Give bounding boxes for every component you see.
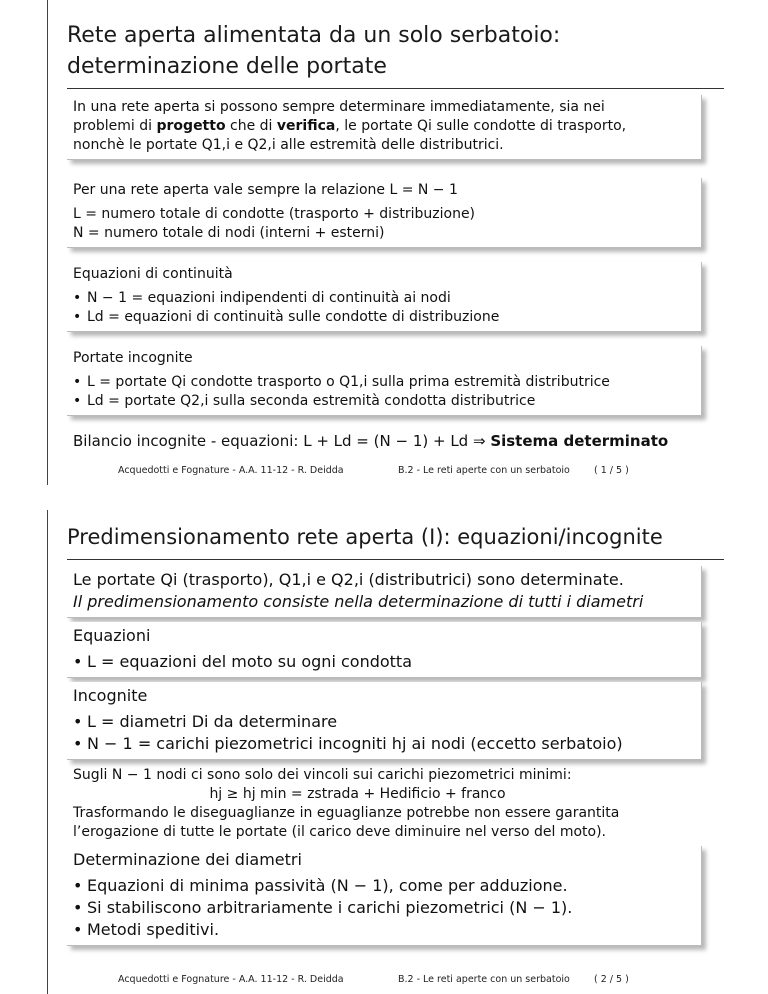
bullet-item [73,308,695,327]
bullet-text: N − 1 = carichi piezometrici incogniti hj ai nodi (eccetto serbatoio) [87,734,623,753]
paragraph-line: Per una rete aperta vale sempre la relazione L = N − 1 [73,182,458,198]
box-heading: Determinazione dei diametri [73,850,302,869]
text-box [67,566,702,618]
text-run: problemi di [73,118,157,134]
footer-left: Acquedotti e Fognature - A.A. 11-12 - R. Deidda [118,974,344,985]
bullet-item [73,711,695,733]
text-box [67,262,702,332]
paragraph-line: l’erogazione di tutte le portate (il carico deve diminuire nel verso del moto). [73,824,607,840]
bullet-icon: • [73,290,82,306]
box-heading: Incognite [73,686,148,705]
title-line: Rete aperta alimentata da un solo serbatoio: [67,23,561,48]
box-heading: Portate incognite [73,350,193,366]
paragraph-line: Sugli N − 1 nodi ci sono solo dei vincoli sui carichi piezometrici minimi: [73,767,572,783]
bullet-text: L = equazioni del moto su ogni condotta [87,652,412,671]
page-number: ( 1 / 5 ) [594,465,629,476]
paragraph-line: L = numero totale di condotte (trasporto + distribuzione) [73,206,476,222]
text-box [67,178,702,248]
footer-right: B.2 - Le reti aperte con un serbatoio [398,465,570,476]
formula-line: hj ≥ hj min = zstrada + Hedificio + franco [209,786,506,802]
slide-1 [47,0,724,485]
bullet-item [73,392,695,411]
bullet-item [73,373,695,392]
text-box [67,346,702,416]
bullet-text: Equazioni di minima passività (N − 1), come per adduzione. [87,876,568,895]
bullet-icon: • [73,920,83,939]
paragraph-line: Trasformando le diseguaglianze in eguaglianze potrebbe non essere garantita [73,805,620,821]
paragraph-line: Le portate Qi (trasporto), Q1,i e Q2,i (distributrici) sono determinate. [73,570,624,589]
footer-left: Acquedotti e Fognature - A.A. 11-12 - R. Deidda [118,465,344,476]
bold-text: Sistema determinato [490,432,669,450]
slide-title [67,20,724,89]
bullet-item [73,919,695,941]
paragraph-line: nonchè le portate Q1,i e Q2,i alle estremità delle distributrici. [73,137,504,153]
slide-left-rule [47,510,48,994]
box-heading: Equazioni di continuità [73,266,233,282]
paragraph-line [73,117,695,136]
bullet-text: L = portate Qi condotte trasporto o Q1,i sulla prima estremità distributrice [87,374,610,390]
constraint-text [73,766,702,842]
title-line: determinazione delle portate [67,54,387,79]
text-run: che di [225,118,277,134]
bullet-icon: • [73,374,82,390]
bullet-item [73,651,695,673]
bullet-text: Metodi speditivi. [87,920,220,939]
bullet-icon: • [73,309,82,325]
bullet-text: Si stabiliscono arbitrariamente i carichi piezometrici (N − 1). [87,898,573,917]
bold-text: progetto [156,118,226,134]
bullet-icon: • [73,898,83,917]
bullet-icon: • [73,712,83,731]
bullet-icon: • [73,876,83,895]
text-box [67,682,702,760]
text-box [67,95,702,160]
bullet-item [73,897,695,919]
paragraph-line: Il predimensionamento consiste nella determinazione di tutti i diametri [73,592,644,611]
bullet-text: Ld = equazioni di continuità sulle condotte di distribuzione [87,309,500,325]
bullet-text: N − 1 = equazioni indipendenti di continuità ai nodi [87,290,451,306]
bullet-text: Ld = portate Q2,i sulla seconda estremità condotta distributrice [87,393,536,409]
bullet-icon: • [73,652,83,671]
bullet-icon: • [73,393,82,409]
bullet-text: L = diametri Di da determinare [87,712,338,731]
text-run: Bilancio incognite - equazioni: L + Ld = (N − 1) + Ld ⇒ [73,432,491,450]
paragraph-line: In una rete aperta si possono sempre determinare immediatamente, sia nei [73,99,605,115]
title-line: Predimensionamento rete aperta (I): equazioni/incognite [67,525,663,549]
bullet-item [73,289,695,308]
paragraph-line: N = numero totale di nodi (interni + esterni) [73,225,385,241]
text-run: , le portate Qi sulle condotte di trasporto, [335,118,627,134]
bullet-item [73,875,695,897]
text-box [67,846,702,946]
page-number: ( 2 / 5 ) [594,974,629,985]
bullet-item [73,733,695,755]
footer-right: B.2 - Le reti aperte con un serbatoio [398,974,570,985]
slide-title [67,522,724,560]
bullet-icon: • [73,734,83,753]
balance-line [73,432,702,451]
box-heading: Equazioni [73,626,151,645]
slide-2 [47,510,724,994]
text-box [67,622,702,678]
slide-left-rule [47,0,48,485]
bold-text: verifica [276,118,336,134]
